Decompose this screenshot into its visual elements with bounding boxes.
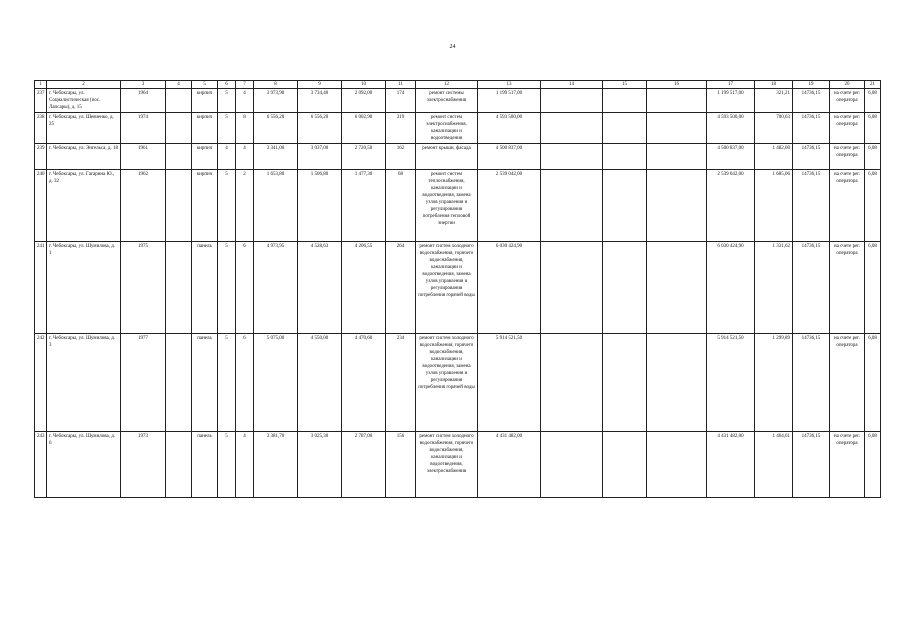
planned-year-cell: 6,08 (865, 432, 881, 498)
work-type-cell: ремонт систем электроснабжения, канализации и водоотведения (416, 113, 478, 144)
year-cell: 1961 (121, 144, 166, 170)
material-cell: кирпич (192, 170, 218, 242)
table-row (35, 242, 881, 334)
empty-cell (541, 170, 603, 242)
residents-cell: 156 (386, 432, 416, 498)
entrances-cell: 6 (236, 242, 254, 334)
entrances-cell: 8 (236, 113, 254, 144)
cost-per-m2-cell: 1 685,06 (755, 170, 793, 242)
header-cell: 15 (603, 81, 647, 89)
cost-cell: 4 593 500,00 (478, 113, 541, 144)
limit-cell: 14736,15 (793, 432, 830, 498)
header-cell: 19 (793, 81, 830, 89)
floors-cell: 5 (218, 334, 236, 432)
cost-total-cell: 4 593 500,00 (707, 113, 755, 144)
cost-per-m2-cell: 1 299,89 (755, 334, 793, 432)
empty-cell (647, 144, 707, 170)
residents-cell: 264 (386, 242, 416, 334)
table-row (35, 144, 881, 170)
area-total-cell: 3 381,70 (254, 432, 298, 498)
funding-method-cell: на счете рег. оператора (830, 170, 865, 242)
cost-total-cell: 4 500 837,00 (707, 144, 755, 170)
limit-cell: 14736,15 (793, 144, 830, 170)
empty-cell (647, 113, 707, 144)
area-living-cell: 3 734,40 (298, 89, 342, 113)
row-number: 239 (35, 144, 47, 170)
empty-cell (647, 170, 707, 242)
header-cell: 6 (218, 81, 236, 89)
cost-total-cell: 5 914 521,50 (707, 334, 755, 432)
empty-cell (647, 432, 707, 498)
limit-cell: 14736,15 (793, 113, 830, 144)
work-type-cell: ремонт систем холодного водоснабжения, горячего водоснабжения, канализации и водоотведения, электроснабжения (416, 432, 478, 498)
funding-method-cell: на счете рег. оператора (830, 242, 865, 334)
row-number: 243 (35, 432, 47, 498)
page-number: 24 (449, 44, 456, 50)
row-number: 238 (35, 113, 47, 144)
work-type-cell: ремонт систем холодного водоснабжения, горячего водоснабжения, канализации и водоотведения, замена узлов управления и регулирования потребления горячей воды (416, 334, 478, 432)
funding-method-cell: на счете рег. оператора (830, 144, 865, 170)
cost-per-m2-cell: 1 482,00 (755, 144, 793, 170)
material-cell: панель (192, 334, 218, 432)
cost-cell: 4 500 837,00 (478, 144, 541, 170)
area-residential-cell: 2 787,00 (342, 432, 386, 498)
empty-cell (541, 144, 603, 170)
floors-cell: 5 (218, 170, 236, 242)
empty-cell (603, 432, 647, 498)
empty-cell (603, 89, 647, 113)
cost-per-m2-cell: 1 331,62 (755, 242, 793, 334)
area-total-cell: 6 556,20 (254, 113, 298, 144)
cost-cell: 5 914 521,50 (478, 334, 541, 432)
work-type-cell: ремонт системы электроснабжения (416, 89, 478, 113)
planned-year-cell: 6,08 (865, 89, 881, 113)
year-cell: 1975 (121, 242, 166, 334)
empty-cell (603, 113, 647, 144)
residents-cell: 174 (386, 89, 416, 113)
funding-method-cell: на счете рег. оператора (830, 113, 865, 144)
area-living-cell: 3 025,30 (298, 432, 342, 498)
address-cell: г. Чебоксары, ул. Шумилова, д. 3 (47, 334, 121, 432)
cost-cell: 2 539 042,00 (478, 170, 541, 242)
empty-cell (166, 113, 192, 144)
area-total-cell: 5 075,00 (254, 334, 298, 432)
empty-cell (541, 432, 603, 498)
header-cell: 11 (386, 81, 416, 89)
area-residential-cell: 4 206,55 (342, 242, 386, 334)
table-row (35, 89, 881, 113)
year-cell: 1973 (121, 432, 166, 498)
floors-cell: 4 (218, 144, 236, 170)
work-type-cell: ремонт систем холодного водоснабжения, горячего водоснабжения, канализации и водоотведения, замена узлов управления и регулирования потребления горячей воды (416, 242, 478, 334)
entrances-cell: 4 (236, 432, 254, 498)
limit-cell: 14736,15 (793, 242, 830, 334)
empty-cell (166, 89, 192, 113)
entrances-cell: 6 (236, 334, 254, 432)
material-cell: кирпич (192, 113, 218, 144)
repair-program-table (34, 80, 881, 498)
empty-cell (166, 170, 192, 242)
header-cell: 13 (478, 81, 541, 89)
area-total-cell: 1 653,80 (254, 170, 298, 242)
work-type-cell: ремонт систем теплоснабжения, канализации и водоотведения, замена узлов управления и регулирования потребления тепловой энергии (416, 170, 478, 242)
year-cell: 1962 (121, 170, 166, 242)
empty-cell (603, 170, 647, 242)
header-cell: 9 (298, 81, 342, 89)
limit-cell: 14736,15 (793, 334, 830, 432)
planned-year-cell: 6,08 (865, 170, 881, 242)
empty-cell (603, 144, 647, 170)
empty-cell (647, 334, 707, 432)
empty-cell (647, 242, 707, 334)
residents-cell: 234 (386, 334, 416, 432)
empty-cell (166, 334, 192, 432)
empty-cell (166, 432, 192, 498)
area-total-cell: 4 973,95 (254, 242, 298, 334)
header-cell: 1 (35, 81, 47, 89)
funding-method-cell: на счете рег. оператора (830, 89, 865, 113)
empty-cell (603, 242, 647, 334)
header-cell: 10 (342, 81, 386, 89)
cost-total-cell: 4 431 482,00 (707, 432, 755, 498)
table-row (35, 432, 881, 498)
entrances-cell: 4 (236, 89, 254, 113)
area-residential-cell: 4 470,60 (342, 334, 386, 432)
cost-per-m2-cell: 700,63 (755, 113, 793, 144)
empty-cell (541, 113, 603, 144)
header-cell: 4 (166, 81, 192, 89)
material-cell: кирпич (192, 144, 218, 170)
empty-cell (541, 242, 603, 334)
limit-cell: 14736,15 (793, 170, 830, 242)
cost-cell: 6 030 424,90 (478, 242, 541, 334)
table-row (35, 113, 881, 144)
row-number: 241 (35, 242, 47, 334)
residents-cell: 319 (386, 113, 416, 144)
address-cell: г. Чебоксары, ул. Шевченко, д. 25 (47, 113, 121, 144)
material-cell: кирпич (192, 89, 218, 113)
header-cell: 16 (647, 81, 707, 89)
empty-cell (541, 89, 603, 113)
table-row (35, 170, 881, 242)
cost-cell: 1 199 517,00 (478, 89, 541, 113)
address-cell: г. Чебоксары, ул. Шумилова, д. 1 (47, 242, 121, 334)
cost-total-cell: 1 199 517,00 (707, 89, 755, 113)
area-living-cell: 4 528,63 (298, 242, 342, 334)
header-cell: 2 (47, 81, 121, 89)
address-cell: г. Чебоксары, ул. Гагарина Ю., д. 32 (47, 170, 121, 242)
header-cell: 3 (121, 81, 166, 89)
material-cell: панель (192, 432, 218, 498)
header-cell: 17 (707, 81, 755, 89)
floors-cell: 5 (218, 432, 236, 498)
row-number: 242 (35, 334, 47, 432)
cost-per-m2-cell: 1 464,61 (755, 432, 793, 498)
row-number: 237 (35, 89, 47, 113)
header-row (35, 81, 881, 89)
empty-cell (166, 144, 192, 170)
area-residential-cell: 2 092,00 (342, 89, 386, 113)
address-cell: г. Чебоксары, ул. Шумилова, д. 6 (47, 432, 121, 498)
year-cell: 1977 (121, 334, 166, 432)
planned-year-cell: 6,08 (865, 113, 881, 144)
cost-total-cell: 2 539 042,00 (707, 170, 755, 242)
header-cell: 14 (541, 81, 603, 89)
header-cell: 21 (865, 81, 881, 89)
empty-cell (603, 334, 647, 432)
cost-per-m2-cell: 321,21 (755, 89, 793, 113)
planned-year-cell: 6,08 (865, 144, 881, 170)
residents-cell: 162 (386, 144, 416, 170)
area-living-cell: 3 037,00 (298, 144, 342, 170)
area-living-cell: 4 550,00 (298, 334, 342, 432)
cost-total-cell: 6 030 424,90 (707, 242, 755, 334)
table-row (35, 334, 881, 432)
limit-cell: 14736,15 (793, 89, 830, 113)
header-cell: 5 (192, 81, 218, 89)
planned-year-cell: 6,08 (865, 334, 881, 432)
address-cell: г. Чебоксары, ул. Социалистическая (пос. Лапсары), д. 15 (47, 89, 121, 113)
empty-cell (166, 242, 192, 334)
area-total-cell: 3 341,00 (254, 144, 298, 170)
header-cell: 18 (755, 81, 793, 89)
header-cell: 12 (416, 81, 478, 89)
row-number: 240 (35, 170, 47, 242)
work-type-cell: ремонт крыши, фасада (416, 144, 478, 170)
floors-cell: 5 (218, 89, 236, 113)
floors-cell: 5 (218, 242, 236, 334)
year-cell: 1974 (121, 113, 166, 144)
funding-method-cell: на счете рег. оператора (830, 432, 865, 498)
area-living-cell: 6 556,20 (298, 113, 342, 144)
material-cell: панель (192, 242, 218, 334)
planned-year-cell: 6,08 (865, 242, 881, 334)
area-total-cell: 3 973,90 (254, 89, 298, 113)
funding-method-cell: на счете рег. оператора (830, 334, 865, 432)
entrances-cell: 4 (236, 144, 254, 170)
empty-cell (541, 334, 603, 432)
entrances-cell: 2 (236, 170, 254, 242)
cost-cell: 4 431 482,00 (478, 432, 541, 498)
header-cell: 7 (236, 81, 254, 89)
floors-cell: 5 (218, 113, 236, 144)
header-cell: 8 (254, 81, 298, 89)
residents-cell: 68 (386, 170, 416, 242)
empty-cell (647, 89, 707, 113)
address-cell: г. Чебоксары, ул. Энгельса, д. 18 (47, 144, 121, 170)
area-residential-cell: 1 477,30 (342, 170, 386, 242)
area-residential-cell: 2 720,50 (342, 144, 386, 170)
header-cell: 20 (830, 81, 865, 89)
area-living-cell: 1 506,80 (298, 170, 342, 242)
area-residential-cell: 6 002,90 (342, 113, 386, 144)
year-cell: 1964 (121, 89, 166, 113)
